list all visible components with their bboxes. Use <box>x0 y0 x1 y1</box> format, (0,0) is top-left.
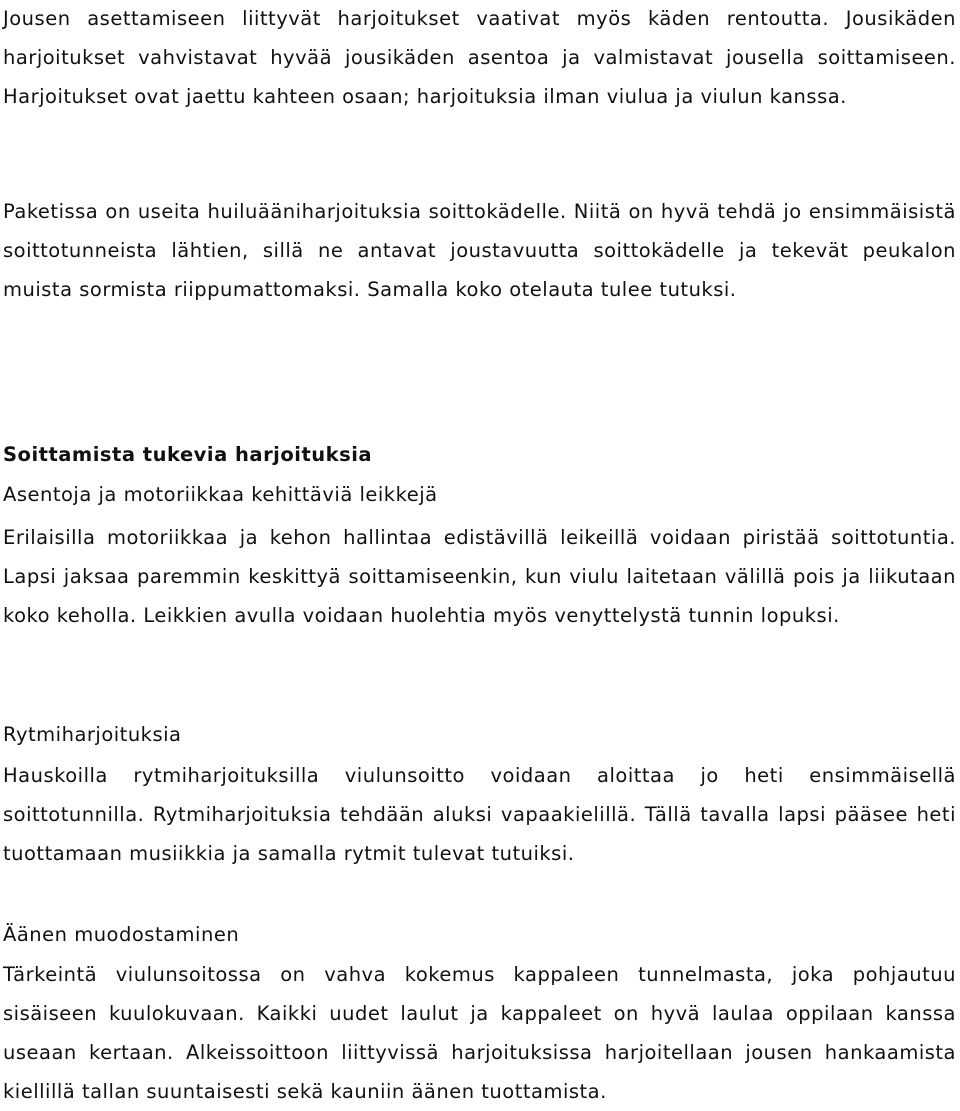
paragraph-tone-production: Tärkeintä viulunsoitossa on vahva kokemus kappaleen tunnelmasta, joka pohjautuu sisäiseen kuulokuvaan. Kaikki uudet laulut ja kappaleet on hyvä laulaa oppilaan kanssa useaan kertaan. Alkeissoittoon liittyvissä harjoituksissa harjoitellaan jousen hankaamista kiellillä tallan suuntaisesti sekä kauniin äänen tuottamista. <box>3 963 956 1103</box>
subheading-tone-production: Äänen muodostaminen <box>3 923 240 946</box>
subheading-motor-games: Asentoja ja motoriikkaa kehittäviä leikkejä <box>3 483 438 506</box>
section-heading: Soittamista tukevia harjoituksia <box>3 443 373 466</box>
paragraph-harmonics-exercises: Paketissa on useita huiluääniharjoituksia soittokädelle. Niitä on hyvä tehdä jo ensimmäisistä soittotunneista lähtien, sillä ne antavat joustavuutta soittokädelle ja tekevät peukalon muista sormista riippumattomaksi. Samalla koko otelauta tulee tutuksi. <box>3 200 956 301</box>
paragraph-motor-games: Erilaisilla motoriikkaa ja kehon hallintaa edistävillä leikeillä voidaan piristää soittotuntia. Lapsi jaksaa paremmin keskittyä soittamiseenkin, kun viulu laitetaan välillä pois ja liikutaan koko keholla. Leikkien avulla voidaan huolehtia myös venyttelystä tunnin lopuksi. <box>3 526 956 627</box>
paragraph-bow-exercises: Jousen asettamiseen liittyvät harjoitukset vaativat myös käden rentoutta. Jousikäden harjoitukset vahvistavat hyvää jousikäden asentoa ja valmistavat jousella soittamiseen. Harjoitukset ovat jaettu kahteen osaan; harjoituksia ilman viulua ja viulun kanssa. <box>3 7 956 108</box>
paragraph-rhythm: Hauskoilla rytmiharjoituksilla viulunsoitto voidaan aloittaa jo heti ensimmäisellä soittotunnilla. Rytmiharjoituksia tehdään aluksi vapaakielillä. Tällä tavalla lapsi pääsee heti tuottamaan musiikkia ja samalla rytmit tulevat tutuiksi. <box>3 764 956 865</box>
subheading-rhythm: Rytmiharjoituksia <box>3 723 182 746</box>
